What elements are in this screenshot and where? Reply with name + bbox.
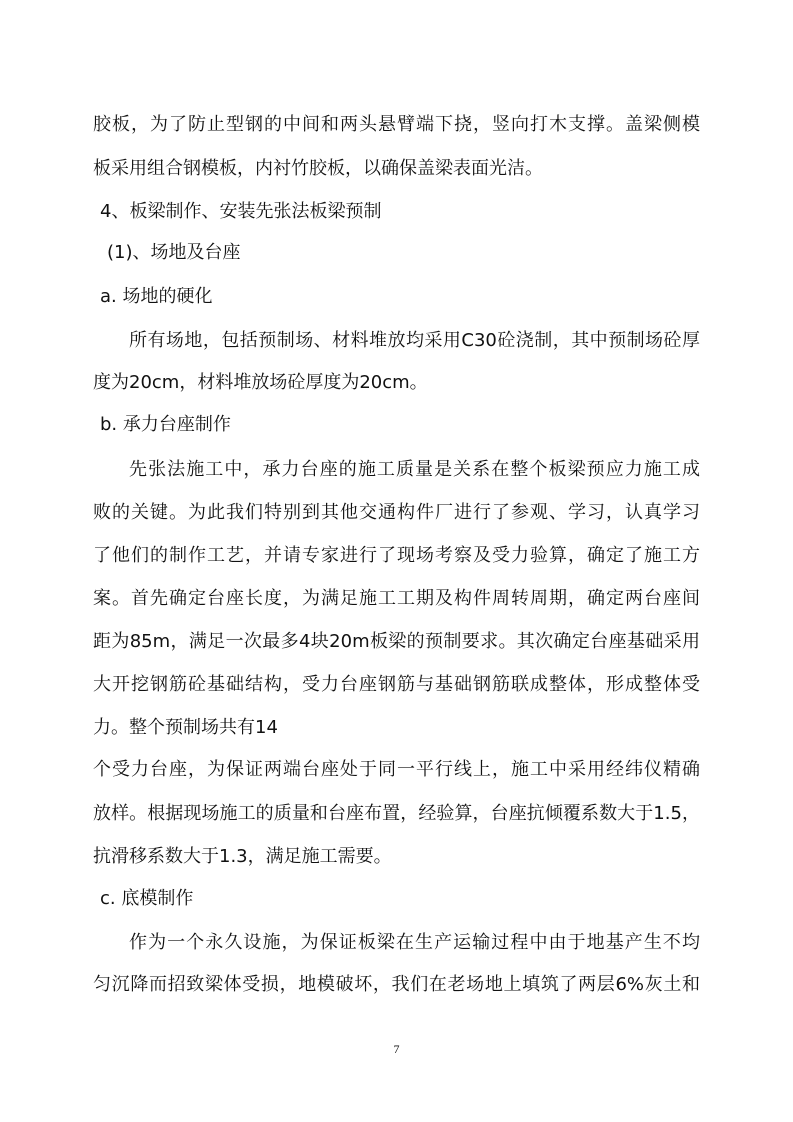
text-line: 个受力台座，为保证两端台座处于同一平行线上，施工中采用经纬仪精确 xyxy=(93,759,700,780)
text-line: 败的关键。为此我们特别到其他交通构件厂进行了参观、学习，认真学习 xyxy=(93,502,700,523)
text-line: c. 底模制作 xyxy=(100,888,194,909)
text-line: 了他们的制作工艺，并请专家进行了现场考察及受力验算，确定了施工方 xyxy=(93,545,700,566)
text-line: (1)、场地及台座 xyxy=(107,242,241,263)
page-number: 7 xyxy=(393,1042,400,1056)
text-line: 板采用组合钢模板，内衬竹胶板，以确保盖梁表面光洁。 xyxy=(93,158,543,179)
text-line: 所有场地，包括预制场、材料堆放均采用C30砼浇制，其中预制场砼厚 xyxy=(129,330,700,351)
text-line: 力。整个预制场共有14 xyxy=(93,717,278,738)
text-line: 度为20cm，材料堆放场砼厚度为20cm。 xyxy=(93,372,428,393)
text-line: 先张法施工中，承力台座的施工质量是关系在整个板梁预应力施工成 xyxy=(129,459,700,480)
text-line: 大开挖钢筋砼基础结构，受力台座钢筋与基础钢筋联成整体，形成整体受 xyxy=(93,674,700,695)
text-line: 放样。根据现场施工的质量和台座布置，经验算，台座抗倾覆系数大于1.5， xyxy=(93,803,700,824)
text-line: 距为85m，满足一次最多4块20m板梁的预制要求。其次确定台座基础采用 xyxy=(93,631,700,652)
text-line: 4、板梁制作、安装先张法板梁预制 xyxy=(100,201,382,222)
text-line: b. 承力台座制作 xyxy=(100,414,231,435)
text-line: 匀沉降而招致梁体受损，地模破坏，我们在老场地上填筑了两层6%灰土和 xyxy=(93,974,700,995)
text-line: 作为一个永久设施，为保证板梁在生产运输过程中由于地基产生不均 xyxy=(129,932,700,953)
text-line: 胶板，为了防止型钢的中间和两头悬臂端下挠，竖向打木支撑。盖梁侧模 xyxy=(93,114,700,135)
text-line: 案。首先确定台座长度，为满足施工工期及构件周转周期，确定两台座间 xyxy=(93,588,700,609)
text-line: a. 场地的硬化 xyxy=(100,286,213,307)
text-line: 抗滑移系数大于1.3，满足施工需要。 xyxy=(93,846,392,867)
